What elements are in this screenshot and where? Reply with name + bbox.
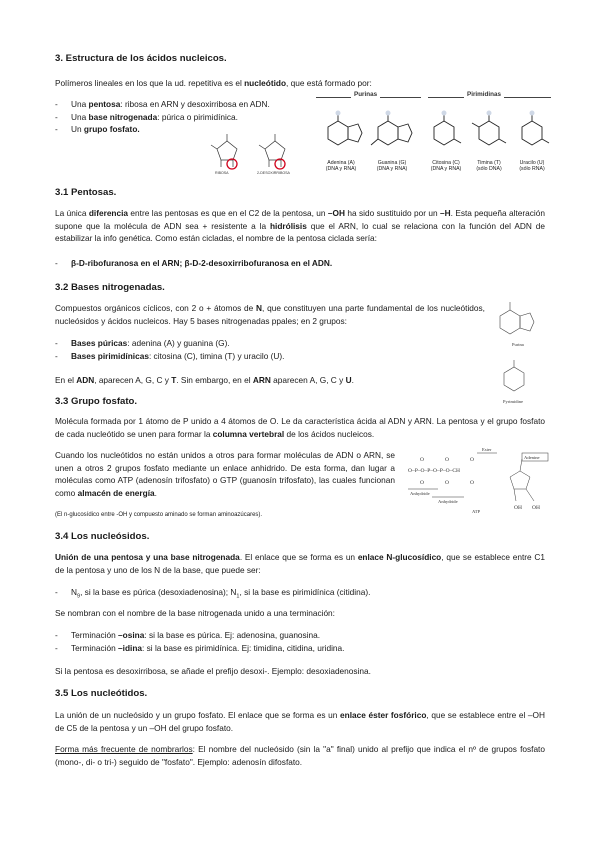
section-3-5-paragraph: La unión de un nucleósido y un grupo fosfato. El enlace que se forma es un enlace éster fosfórico, que se establece entre el –OH de C5 de la pentosa y un –OH del grupo fosfato. — [55, 710, 545, 733]
base-caption: Timina (T) (sólo DNA) — [476, 160, 502, 172]
section-3-2-paragraph: Compuestos orgánicos cíclicos, con 2 o + átomos de N, que constituyen una parte fundamental de los nucleótidos, nucleósidos y ácidos nucleicos. Hay 5 bases nitrogenadas ppales; en 2 grupos: — [55, 303, 485, 326]
svg-text:O: O — [445, 457, 449, 463]
svg-text:O–P–O–P–O–P–O–CH: O–P–O–P–O–P–O–CH — [408, 468, 460, 474]
base-caption: Uracilo (U) (sólo RNA) — [519, 160, 545, 172]
svg-text:OH: OH — [532, 505, 540, 511]
svg-text:O: O — [470, 480, 474, 486]
purine-label: Purina — [512, 342, 524, 347]
svg-text:O: O — [420, 457, 424, 463]
list-item: - Bases pirimidínicas: citosina (C), timina (T) y uracilo (U). — [55, 350, 285, 361]
section-3-4-paragraph-3: Si la pentosa es desoxirribosa, se añade el prefijo desoxi-. Ejemplo: desoxiadenosina. — [55, 666, 371, 676]
section-3-1-bullet: - β-D-ribofuranosa en el ARN; β-D-2-desoxirribofuranosa en el ADN. — [55, 258, 333, 268]
section-3-3-note: (El n-glucosídico entre -OH y compuesto aminado se forman aminoazúcares). — [55, 512, 263, 518]
base-caption: Guanina (G) (DNA y RNA) — [376, 160, 408, 172]
section-3-5-paragraph-2: Forma más frecuente de nombrarlos: El nombre del nucleósido (sin la "a" final) unido al prefijo que indica el nº de grupos fosfato (mono-, di- o tri-) seguido de "fosfato". Ejemplo: adenosín difosfato. — [55, 744, 545, 767]
list-item: - Bases púricas: adenina (A) y guanina (G). — [55, 338, 230, 348]
purinas-label: Purinas — [351, 91, 380, 98]
pentoses-figure — [205, 127, 300, 177]
atp-figure — [402, 447, 550, 517]
atp-label-anhydride: Anhydride — [438, 499, 458, 504]
nitrogen-bases-figure — [316, 93, 551, 183]
atp-label-adenine: Adenine — [524, 455, 540, 460]
section-3-3-paragraph: Molécula formada por 1 átomo de P unido a 4 átomos de O. Le da característica ácida al ADN y ARN. La pentosa y el grupo fosfato de cada nucleótido se unen para formar la columna vertebral de los ácidos nucleicos. — [55, 416, 545, 439]
section-3-1-title: 3.1 Pentosas. — [55, 187, 117, 198]
intro-text: Polímeros lineales en los que la ud. repetitiva es el — [55, 78, 245, 88]
atp-label-atp: ATP — [472, 509, 481, 514]
section-3-1-paragraph: La única diferencia entre las pentosas es que en el C2 de la pentosa, un –OH ha sido sustituido por un –H. Esta pequeña alteración supone que la molécula de ADN sea + resistente a la hidrólisis que el ARN, lo cual se relaciona con la función del ADN de estabilizar la info genética. Como están cicladas, el nombre de la pentosa ciclada sería: — [55, 208, 545, 244]
svg-text:O: O — [470, 457, 474, 463]
section-3-intro — [55, 77, 545, 90]
pyrimidine-figure — [490, 355, 550, 410]
svg-text:OH: OH — [514, 505, 522, 511]
section-3-3-title: 3.3 Grupo fosfato. — [55, 396, 138, 407]
svg-text:O: O — [445, 480, 449, 486]
intro-text-end: , que está formado por: — [286, 78, 372, 88]
pyrimidine-label: Pyrimidine — [503, 399, 523, 404]
section-3-title: 3. Estructura de los ácidos nucleicos. — [55, 53, 227, 64]
atp-label-ester: Ester — [482, 447, 492, 452]
intro-bold: nucleótido — [244, 78, 287, 88]
purine-figure — [490, 296, 550, 351]
section-3-2-paragraph-2: En el ADN, aparecen A, G, C y T. Sin embargo, en el ARN aparecen A, G, C y U. — [55, 375, 354, 385]
section-3-5-title: 3.5 Los nucleótidos. — [55, 688, 148, 699]
svg-text:O: O — [420, 480, 424, 486]
base-caption: Citosina (C) (DNA y RNA) — [430, 160, 462, 172]
bases-structures — [316, 105, 551, 160]
section-3-4-paragraph-2: Se nombran con el nombre de la base nitrogenada unido a una terminación: — [55, 608, 335, 618]
sugar-label: 2-DESOXIRRIBOSA — [257, 171, 290, 175]
section-3-4-list — [55, 629, 344, 654]
list-item: - Terminación –osina: si la base es púrica. Ej: adenosina, guanosina. — [55, 630, 321, 640]
list-item: - Una pentosa: ribosa en ARN y desoxirribosa en ADN. — [55, 99, 270, 109]
pirimidinas-label: Pirimidinas — [464, 91, 504, 98]
list-item: - Un grupo fosfato. — [55, 124, 140, 134]
section-3-2-list — [55, 337, 284, 362]
section-3-4-bullet: - $N_9$, si la base es púrica (desoxiadenosina); $N_1$, si la base es pirimidínica (citidina). — [55, 587, 371, 600]
list-item: - Terminación –idina: si la base es pirimidínica. Ej: timidina, citidina, uridina. — [55, 642, 345, 653]
section-3-2-title: 3.2 Bases nitrogenadas. — [55, 282, 165, 293]
sugar-label: RIBOSA — [215, 171, 229, 175]
section-3-4-paragraph: Unión de una pentosa y una base nitrogenada. El enlace que se forma es un enlace N-glucosídico, que se establece entre C1 de la pentosa y uno de los N de la base, que puede ser: — [55, 552, 545, 575]
section-3-3-paragraph-2: Cuando los nucleótidos no están unidos a otros para formar moléculas de ADN o ARN, se unen a otros 2 grupos fosfato mediante un enlace anhidrido. De esta forma, dan lugar a moléculas como ATP (adenosín trifosfato) o GTP (guanosín trifosfato), las cuales funcionan como almacén de energía. — [55, 450, 395, 498]
section-3-4-title: 3.4 Los nucleósidos. — [55, 531, 150, 542]
base-caption: Adenina (A) (DNA y RNA) — [325, 160, 357, 172]
atp-label-anhydride: Anhydride — [410, 491, 430, 496]
list-item: - Una base nitrogenada: púrica o pirimidínica. — [55, 111, 238, 122]
